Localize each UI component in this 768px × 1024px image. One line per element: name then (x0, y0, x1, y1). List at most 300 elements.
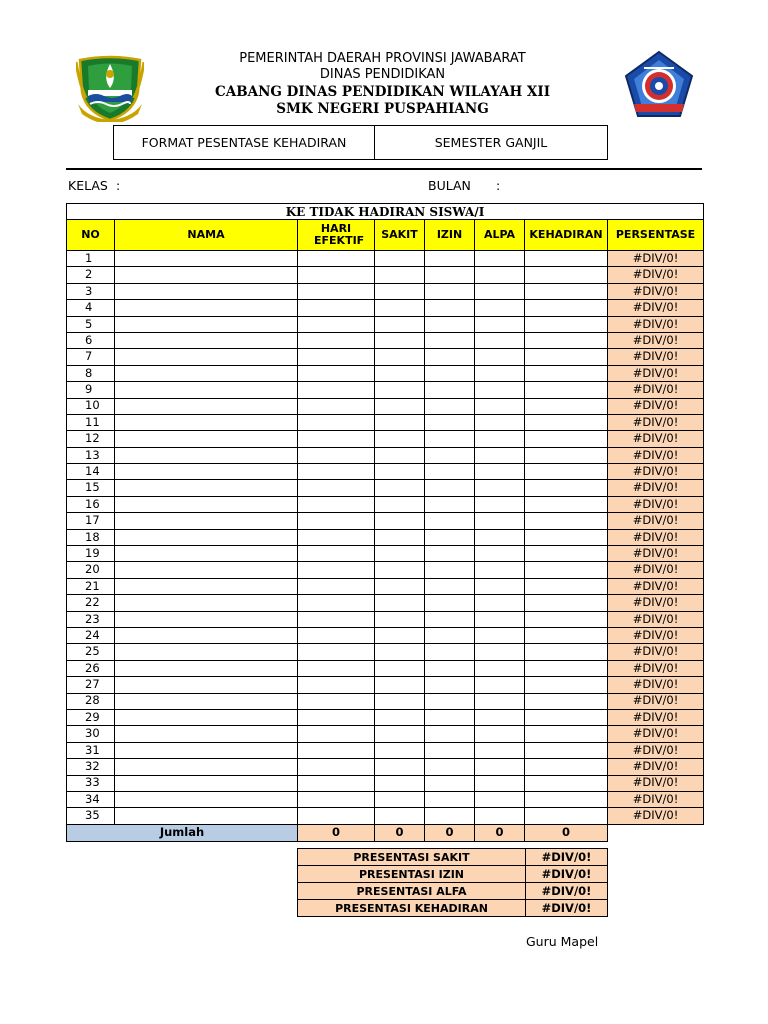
table-row (67, 693, 704, 709)
row-nama-cell (115, 513, 298, 529)
row-sakit-cell (375, 349, 425, 365)
row-kehadiran-cell (525, 316, 608, 332)
row-number: 21 (67, 578, 115, 594)
row-number: 22 (67, 595, 115, 611)
kelas-label: KELAS (68, 178, 108, 193)
row-izin-cell (425, 464, 475, 480)
table-row (67, 644, 704, 660)
row-izin-cell (425, 431, 475, 447)
row-hari-efektif-cell (298, 398, 375, 414)
row-izin-cell (425, 644, 475, 660)
row-hari-efektif-cell (298, 480, 375, 496)
row-nama-cell (115, 546, 298, 562)
row-hari-efektif-cell (298, 267, 375, 283)
row-kehadiran-cell (525, 414, 608, 430)
semester-label: SEMESTER GANJIL (434, 135, 548, 150)
table-row (67, 611, 704, 627)
table-row (67, 742, 704, 758)
row-kehadiran-cell (525, 726, 608, 742)
row-alpa-cell (475, 365, 525, 381)
row-nama-cell (115, 808, 298, 824)
row-sakit-cell (375, 316, 425, 332)
row-izin-cell (425, 595, 475, 611)
table-row (67, 464, 704, 480)
column-header-kehadiran: KEHADIRAN (525, 220, 608, 251)
summary-label: PRESENTASI SAKIT (298, 849, 526, 866)
row-kehadiran-cell (525, 349, 608, 365)
table-row (67, 365, 704, 381)
row-number: 34 (67, 791, 115, 807)
row-hari-efektif-cell (298, 414, 375, 430)
total-label: Jumlah (67, 824, 298, 841)
row-alpa-cell (475, 595, 525, 611)
row-izin-cell (425, 496, 475, 512)
row-hari-efektif-cell (298, 709, 375, 725)
row-kehadiran-cell (525, 611, 608, 627)
table-row (67, 595, 704, 611)
row-nama-cell (115, 398, 298, 414)
row-sakit-cell (375, 300, 425, 316)
summary-label: PRESENTASI KEHADIRAN (298, 900, 526, 917)
row-sakit-cell (375, 283, 425, 299)
column-header-hari-efektif: HARI EFEKTIF (298, 220, 375, 251)
header-divider (66, 168, 702, 170)
row-kehadiran-cell (525, 283, 608, 299)
row-nama-cell (115, 447, 298, 463)
table-row (67, 627, 704, 643)
row-percentage: #DIV/0! (608, 431, 704, 447)
row-nama-cell (115, 709, 298, 725)
row-alpa-cell (475, 283, 525, 299)
total-kehadiran: 0 (525, 824, 608, 841)
header-branch: CABANG DINAS PENDIDIKAN WILAYAH XII (214, 84, 551, 100)
row-alpa-cell (475, 578, 525, 594)
table-row (67, 677, 704, 693)
column-header-sakit: SAKIT (375, 220, 425, 251)
row-sakit-cell (375, 496, 425, 512)
table-row (67, 349, 704, 365)
row-nama-cell (115, 332, 298, 348)
row-sakit-cell (375, 742, 425, 758)
table-row (67, 480, 704, 496)
table-row (67, 447, 704, 463)
row-number: 33 (67, 775, 115, 791)
row-izin-cell (425, 365, 475, 381)
row-number: 18 (67, 529, 115, 545)
row-sakit-cell (375, 660, 425, 676)
row-kehadiran-cell (525, 365, 608, 381)
row-percentage: #DIV/0! (608, 627, 704, 643)
row-number: 12 (67, 431, 115, 447)
row-kehadiran-cell (525, 578, 608, 594)
summary-value: #DIV/0! (526, 866, 608, 883)
row-nama-cell (115, 283, 298, 299)
row-alpa-cell (475, 726, 525, 742)
row-percentage: #DIV/0! (608, 693, 704, 709)
summary-label: PRESENTASI ALFA (298, 883, 526, 900)
row-kehadiran-cell (525, 693, 608, 709)
row-number: 7 (67, 349, 115, 365)
row-kehadiran-cell (525, 808, 608, 824)
row-hari-efektif-cell (298, 595, 375, 611)
row-izin-cell (425, 611, 475, 627)
row-sakit-cell (375, 611, 425, 627)
row-percentage: #DIV/0! (608, 742, 704, 758)
row-percentage: #DIV/0! (608, 365, 704, 381)
row-izin-cell (425, 742, 475, 758)
row-hari-efektif-cell (298, 496, 375, 512)
row-number: 31 (67, 742, 115, 758)
row-sakit-cell (375, 464, 425, 480)
row-izin-cell (425, 283, 475, 299)
row-hari-efektif-cell (298, 349, 375, 365)
row-nama-cell (115, 480, 298, 496)
row-kehadiran-cell (525, 464, 608, 480)
row-sakit-cell (375, 398, 425, 414)
row-kehadiran-cell (525, 775, 608, 791)
row-nama-cell (115, 578, 298, 594)
row-alpa-cell (475, 660, 525, 676)
row-nama-cell (115, 791, 298, 807)
row-number: 8 (67, 365, 115, 381)
row-percentage: #DIV/0! (608, 775, 704, 791)
row-kehadiran-cell (525, 759, 608, 775)
row-number: 5 (67, 316, 115, 332)
row-izin-cell (425, 513, 475, 529)
row-alpa-cell (475, 480, 525, 496)
table-row (67, 513, 704, 529)
row-percentage: #DIV/0! (608, 644, 704, 660)
row-alpa-cell (475, 759, 525, 775)
row-hari-efektif-cell (298, 332, 375, 348)
row-izin-cell (425, 791, 475, 807)
row-nama-cell (115, 595, 298, 611)
row-hari-efektif-cell (298, 251, 375, 267)
row-kehadiran-cell (525, 267, 608, 283)
row-nama-cell (115, 562, 298, 578)
row-hari-efektif-cell (298, 791, 375, 807)
row-alpa-cell (475, 775, 525, 791)
summary-value: #DIV/0! (526, 849, 608, 866)
row-percentage: #DIV/0! (608, 791, 704, 807)
row-sakit-cell (375, 431, 425, 447)
row-number: 35 (67, 808, 115, 824)
row-hari-efektif-cell (298, 726, 375, 742)
header-government: PEMERINTAH DAERAH PROVINSI JAWABARAT (239, 51, 526, 66)
row-number: 23 (67, 611, 115, 627)
row-percentage: #DIV/0! (608, 562, 704, 578)
column-header-izin: IZIN (425, 220, 475, 251)
row-izin-cell (425, 660, 475, 676)
row-percentage: #DIV/0! (608, 677, 704, 693)
row-izin-cell (425, 398, 475, 414)
row-sakit-cell (375, 693, 425, 709)
row-alpa-cell (475, 709, 525, 725)
table-row (67, 546, 704, 562)
summary-row (298, 900, 608, 917)
row-nama-cell (115, 759, 298, 775)
row-sakit-cell (375, 791, 425, 807)
table-row (67, 316, 704, 332)
table-row (67, 431, 704, 447)
row-alpa-cell (475, 791, 525, 807)
row-nama-cell (115, 316, 298, 332)
row-number: 29 (67, 709, 115, 725)
row-hari-efektif-cell (298, 578, 375, 594)
row-izin-cell (425, 251, 475, 267)
table-row (67, 398, 704, 414)
table-row (67, 759, 704, 775)
table-row (67, 414, 704, 430)
row-kehadiran-cell (525, 251, 608, 267)
signature-role: Guru Mapel (526, 934, 599, 949)
row-alpa-cell (475, 431, 525, 447)
table-row (67, 529, 704, 545)
row-nama-cell (115, 726, 298, 742)
summary-value: #DIV/0! (526, 900, 608, 917)
row-alpa-cell (475, 562, 525, 578)
row-kehadiran-cell (525, 447, 608, 463)
row-percentage: #DIV/0! (608, 726, 704, 742)
row-alpa-cell (475, 300, 525, 316)
row-sakit-cell (375, 775, 425, 791)
row-alpa-cell (475, 349, 525, 365)
row-alpa-cell (475, 414, 525, 430)
row-hari-efektif-cell (298, 283, 375, 299)
total-hari-efektif: 0 (298, 824, 375, 841)
row-kehadiran-cell (525, 431, 608, 447)
row-hari-efektif-cell (298, 742, 375, 758)
row-nama-cell (115, 677, 298, 693)
row-hari-efektif-cell (298, 513, 375, 529)
row-sakit-cell (375, 365, 425, 381)
row-izin-cell (425, 316, 475, 332)
row-alpa-cell (475, 611, 525, 627)
row-kehadiran-cell (525, 513, 608, 529)
row-sakit-cell (375, 332, 425, 348)
row-sakit-cell (375, 808, 425, 824)
table-row (67, 562, 704, 578)
row-izin-cell (425, 546, 475, 562)
summary-label: PRESENTASI IZIN (298, 866, 526, 883)
row-nama-cell (115, 365, 298, 381)
row-percentage: #DIV/0! (608, 578, 704, 594)
row-percentage: #DIV/0! (608, 382, 704, 398)
row-kehadiran-cell (525, 660, 608, 676)
row-percentage: #DIV/0! (608, 300, 704, 316)
column-header-alpa: ALPA (475, 220, 525, 251)
row-number: 17 (67, 513, 115, 529)
row-hari-efektif-cell (298, 677, 375, 693)
row-alpa-cell (475, 447, 525, 463)
column-header-no: NO (67, 220, 115, 251)
row-alpa-cell (475, 382, 525, 398)
row-sakit-cell (375, 382, 425, 398)
bulan-label: BULAN (428, 178, 471, 193)
row-hari-efektif-cell (298, 693, 375, 709)
row-sakit-cell (375, 562, 425, 578)
row-percentage: #DIV/0! (608, 480, 704, 496)
row-sakit-cell (375, 414, 425, 430)
row-izin-cell (425, 529, 475, 545)
row-percentage: #DIV/0! (608, 349, 704, 365)
summary-table (297, 848, 608, 917)
row-nama-cell (115, 496, 298, 512)
row-hari-efektif-cell (298, 644, 375, 660)
total-alpa: 0 (475, 824, 525, 841)
row-kehadiran-cell (525, 480, 608, 496)
header-department: DINAS PENDIDIKAN (319, 67, 446, 82)
summary-row (298, 866, 608, 883)
table-row (67, 332, 704, 348)
row-alpa-cell (475, 251, 525, 267)
row-number: 32 (67, 759, 115, 775)
row-kehadiran-cell (525, 332, 608, 348)
row-percentage: #DIV/0! (608, 251, 704, 267)
row-izin-cell (425, 627, 475, 643)
summary-row (298, 883, 608, 900)
row-kehadiran-cell (525, 529, 608, 545)
row-alpa-cell (475, 398, 525, 414)
row-izin-cell (425, 562, 475, 578)
row-nama-cell (115, 267, 298, 283)
row-nama-cell (115, 529, 298, 545)
column-header-nama: NAMA (115, 220, 298, 251)
summary-row (298, 849, 608, 866)
row-nama-cell (115, 644, 298, 660)
row-sakit-cell (375, 447, 425, 463)
row-number: 6 (67, 332, 115, 348)
row-percentage: #DIV/0! (608, 332, 704, 348)
row-izin-cell (425, 480, 475, 496)
row-hari-efektif-cell (298, 808, 375, 824)
row-izin-cell (425, 759, 475, 775)
row-alpa-cell (475, 316, 525, 332)
total-izin: 0 (425, 824, 475, 841)
row-sakit-cell (375, 595, 425, 611)
row-izin-cell (425, 382, 475, 398)
row-izin-cell (425, 267, 475, 283)
attendance-table (66, 203, 704, 842)
row-hari-efektif-cell (298, 627, 375, 643)
row-izin-cell (425, 578, 475, 594)
row-hari-efektif-cell (298, 464, 375, 480)
row-kehadiran-cell (525, 595, 608, 611)
row-percentage: #DIV/0! (608, 709, 704, 725)
row-alpa-cell (475, 267, 525, 283)
row-kehadiran-cell (525, 627, 608, 643)
row-sakit-cell (375, 644, 425, 660)
table-row (67, 496, 704, 512)
column-header-persentase: PERSENTASE (608, 220, 704, 251)
row-hari-efektif-cell (298, 660, 375, 676)
row-nama-cell (115, 251, 298, 267)
row-kehadiran-cell (525, 546, 608, 562)
row-number: 26 (67, 660, 115, 676)
row-kehadiran-cell (525, 709, 608, 725)
row-kehadiran-cell (525, 398, 608, 414)
row-kehadiran-cell (525, 562, 608, 578)
row-number: 10 (67, 398, 115, 414)
row-alpa-cell (475, 546, 525, 562)
row-percentage: #DIV/0! (608, 267, 704, 283)
row-izin-cell (425, 447, 475, 463)
total-sakit: 0 (375, 824, 425, 841)
row-hari-efektif-cell (298, 546, 375, 562)
row-izin-cell (425, 677, 475, 693)
row-sakit-cell (375, 627, 425, 643)
row-number: 1 (67, 251, 115, 267)
row-percentage: #DIV/0! (608, 595, 704, 611)
row-hari-efektif-cell (298, 365, 375, 381)
row-hari-efektif-cell (298, 447, 375, 463)
row-number: 25 (67, 644, 115, 660)
row-percentage: #DIV/0! (608, 496, 704, 512)
row-alpa-cell (475, 742, 525, 758)
row-number: 24 (67, 627, 115, 643)
row-percentage: #DIV/0! (608, 660, 704, 676)
table-row (67, 251, 704, 267)
row-alpa-cell (475, 332, 525, 348)
row-sakit-cell (375, 529, 425, 545)
table-row (67, 382, 704, 398)
row-nama-cell (115, 431, 298, 447)
row-number: 20 (67, 562, 115, 578)
row-sakit-cell (375, 480, 425, 496)
row-number: 3 (67, 283, 115, 299)
table-row (67, 578, 704, 594)
row-number: 28 (67, 693, 115, 709)
row-sakit-cell (375, 267, 425, 283)
row-izin-cell (425, 693, 475, 709)
row-izin-cell (425, 775, 475, 791)
row-nama-cell (115, 414, 298, 430)
row-alpa-cell (475, 627, 525, 643)
row-nama-cell (115, 693, 298, 709)
row-number: 30 (67, 726, 115, 742)
row-hari-efektif-cell (298, 300, 375, 316)
row-hari-efektif-cell (298, 611, 375, 627)
row-alpa-cell (475, 693, 525, 709)
row-number: 11 (67, 414, 115, 430)
summary-value: #DIV/0! (526, 883, 608, 900)
row-sakit-cell (375, 578, 425, 594)
row-sakit-cell (375, 251, 425, 267)
row-number: 13 (67, 447, 115, 463)
row-sakit-cell (375, 513, 425, 529)
row-sakit-cell (375, 546, 425, 562)
table-row (67, 791, 704, 807)
row-sakit-cell (375, 677, 425, 693)
row-number: 16 (67, 496, 115, 512)
row-izin-cell (425, 300, 475, 316)
format-box (113, 125, 608, 160)
total-row (67, 824, 704, 841)
row-sakit-cell (375, 726, 425, 742)
row-nama-cell (115, 382, 298, 398)
row-percentage: #DIV/0! (608, 513, 704, 529)
row-izin-cell (425, 808, 475, 824)
row-alpa-cell (475, 529, 525, 545)
row-nama-cell (115, 611, 298, 627)
row-izin-cell (425, 332, 475, 348)
row-nama-cell (115, 660, 298, 676)
row-alpa-cell (475, 644, 525, 660)
row-kehadiran-cell (525, 496, 608, 512)
kelas-colon: : (116, 178, 121, 193)
row-nama-cell (115, 300, 298, 316)
total-empty (608, 824, 704, 841)
